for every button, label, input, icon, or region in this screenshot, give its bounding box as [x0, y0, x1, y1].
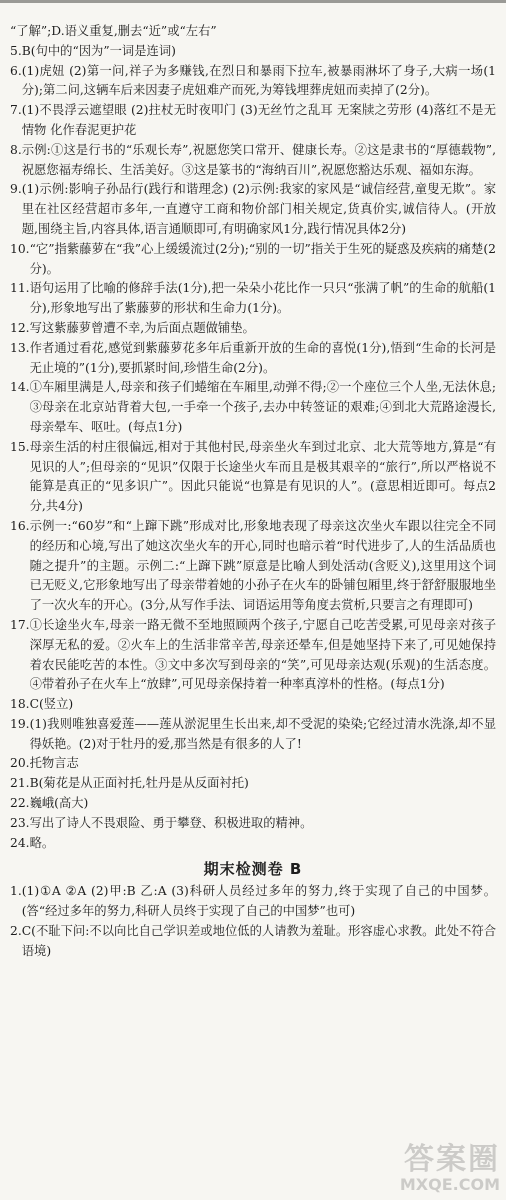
item-text: 语句运用了比喻的修辞手法(1分),把一朵朵小花比作一只只“张满了帆”的生命的航船(1分),形象地写出了紫藤萝的形状和生命力(1分)。: [29, 281, 496, 316]
answer-item: [10, 319, 496, 339]
item-number: 19.: [10, 716, 30, 731]
item-text: ①车厢里满是人,母亲和孩子们蜷缩在车厢里,动弹不得;②一个座位三个人坐,无法休息;③母亲在北京站背着大包,一手牵一个孩子,去办中转签证的艰难;④到北大荒路途漫长,母亲晕车、呕吐。(每点1分): [29, 380, 496, 434]
item-text: 示例一:“60岁”和“上蹿下跳”形成对比,形象地表现了母亲这次坐火车跟以往完全不同的经历和心境,写出了她这次坐火车的开心,同时也暗示着“时代进步了,人的生活品质也随之提升”的主题。示例二:“上蹿下跳”原意是比喻人到处活动(含贬义),这里用这个词已无贬义,它形象地写出了母亲带着她的小孙子在火车的卧铺包厢里,终于舒舒服服地坐了一次火车的开心。(3分,从写作手法、词语运用等角度去赏析,只要言之有理即可): [29, 518, 496, 613]
item-text: (1)不畏浮云遮望眼 (2)拄杖无时夜叩门 (3)无丝竹之乱耳 无案牍之劳形 (4)落红不是无情物 化作春泥更护花: [21, 103, 496, 137]
item-number: 18.: [10, 697, 30, 712]
item-text: C(不耻下问:不以向比自己学识差或地位低的人请教为羞耻。形容虚心求教。此处不符合语境): [21, 924, 496, 958]
item-number: 6.: [10, 63, 22, 78]
item-text: 写出了诗人不畏艰险、勇于攀登、积极进取的精神。: [29, 815, 313, 830]
answer-item: [10, 754, 496, 774]
item-number: 1.: [10, 884, 22, 899]
item-number: 5.: [10, 43, 22, 58]
watermark-url: MXQE.COM: [399, 1175, 500, 1194]
answer-item: [10, 62, 496, 102]
answer-item: [10, 101, 496, 141]
answer-item: [10, 695, 496, 715]
answer-item: [10, 715, 496, 755]
answer-list-a: [10, 22, 496, 853]
item-text: C(竖立): [29, 697, 74, 712]
item-text: B(句中的“因为”一词是连词): [21, 43, 176, 58]
answer-item: [10, 180, 496, 239]
item-number: 24.: [10, 835, 30, 850]
item-number: 15.: [10, 439, 30, 454]
item-number: 12.: [10, 320, 30, 335]
item-text: (1)示例:影响子孙品行(践行和谐理念) (2)示例:我家的家风是“诚信经营,童叟无欺”。家里在社区经营超市多年,一直遵守工商和物价部门相关规定,货真价实,诚信待人。(开放题,围绕主旨,内容具体,语言通顺即可,有明确家风1分,践行情况具体2分): [21, 182, 496, 236]
answer-item: [10, 794, 496, 814]
item-text: (1)我则唯独喜爱莲——莲从淤泥里生长出来,却不受泥的染染;它经过清水洗涤,却不显得妖艳。(2)对于牡丹的爱,那当然是有很多的人了!: [29, 716, 496, 751]
item-number: 10.: [10, 241, 30, 256]
item-text: ①长途坐火车,母亲一路无微不至地照顾两个孩子,宁愿自己吃苦受累,可见母亲对孩子深厚无私的爱。②火车上的生活非常辛苦,母亲还晕车,但是她坚持下来了,可见她保持着农民能吃苦的本性。③文中多次写到母亲的“笑”,可见母亲达观(乐观)的生活态度。④带着孙子在火车上“放肆”,可见母亲保持着一种率真淳朴的性格。(每点1分): [29, 617, 496, 692]
answer-item: [10, 22, 496, 42]
answer-item: [10, 339, 496, 379]
item-text: 托物言志: [29, 756, 79, 771]
item-number: 14.: [10, 380, 30, 395]
item-text: 作者通过看花,感觉到紫藤萝花多年后重新开放的生命的喜悦(1分),悟到“生命的长河是无止境的”(1分),要抓紧时间,珍惜生命(2分)。: [29, 340, 496, 375]
item-number: 9.: [10, 182, 22, 197]
item-text: 母亲生活的村庄很偏远,相对于其他村民,母亲坐火车到过北京、北大荒等地方,算是“有见识的人”;但母亲的“见识”仅限于长途坐火车而且是极其艰辛的“旅行”,所以严格说不能算是真正的“见多识广”。因此只能说“也算是有见识的人”。(意思相近即可。每点2分,共4分): [29, 439, 496, 514]
item-text: (1)虎妞 (2)第一问,祥子为多赚钱,在烈日和暴雨下拉车,被暴雨淋坏了身子,大病一场(1分);第二问,这辆车后来因妻子虎妞难产而死,为筹钱埋葬虎妞而卖掉了(2分)。: [21, 63, 496, 98]
answer-item: [10, 42, 496, 62]
answer-item: [10, 774, 496, 794]
item-number: 23.: [10, 815, 30, 830]
item-number: 22.: [10, 796, 30, 811]
answer-item: [10, 882, 496, 922]
answer-list-b: [10, 882, 496, 961]
top-rule: [0, 0, 506, 3]
item-text: 巍峨(高大): [29, 796, 89, 811]
item-number: 16.: [10, 518, 30, 533]
answer-item: [10, 240, 496, 280]
item-text: “了解”;D.语义重复,删去“近”或“左右”: [10, 24, 217, 38]
item-number: 2.: [10, 924, 22, 939]
answer-item: [10, 378, 496, 437]
item-text: B(菊花是从正面衬托,牡丹是从反面衬托): [29, 776, 249, 791]
item-number: 8.: [10, 142, 22, 157]
answer-item: [10, 922, 496, 962]
item-number: 17.: [10, 617, 30, 632]
item-text: (1)①A ②A (2)甲:B 乙:A (3)科研人员经过多年的努力,终于实现了自己的中国梦。(答“经过多年的努力,科研人员终于实现了自己的中国梦”也可): [21, 884, 496, 919]
answer-item: [10, 834, 496, 854]
watermark-logo-mark: 答案圈: [404, 1142, 500, 1177]
item-text: 写这紫藤萝曾遭不幸,为后面点题做铺垫。: [29, 320, 255, 335]
item-text: 略。: [29, 835, 55, 850]
answer-item: [10, 517, 496, 616]
answer-item: [10, 616, 496, 695]
item-text: “它”指紫藤萝在“我”心上缓缓流过(2分);“别的一切”指关于生死的疑惑及疾病的痛楚(2分)。: [29, 241, 496, 276]
watermark-logo: [400, 1144, 500, 1194]
answer-item: [10, 814, 496, 834]
item-number: 11.: [10, 281, 30, 296]
item-number: 20.: [10, 756, 30, 771]
answer-item: [10, 438, 496, 517]
answer-item: [10, 141, 496, 181]
answer-item: [10, 279, 496, 319]
section-title: 期末检测卷 B: [203, 860, 303, 879]
item-number: 13.: [10, 340, 30, 355]
item-number: 7.: [10, 103, 22, 118]
item-number: 21.: [10, 776, 30, 791]
item-text: 示例:①这是行书的“乐观长寿”,祝愿您笑口常开、健康长寿。②这是隶书的“厚德载物”,祝愿您福寿绵长、生活美好。③这是篆书的“海纳百川”,祝愿您豁达乐观、福如东海。: [21, 142, 496, 177]
